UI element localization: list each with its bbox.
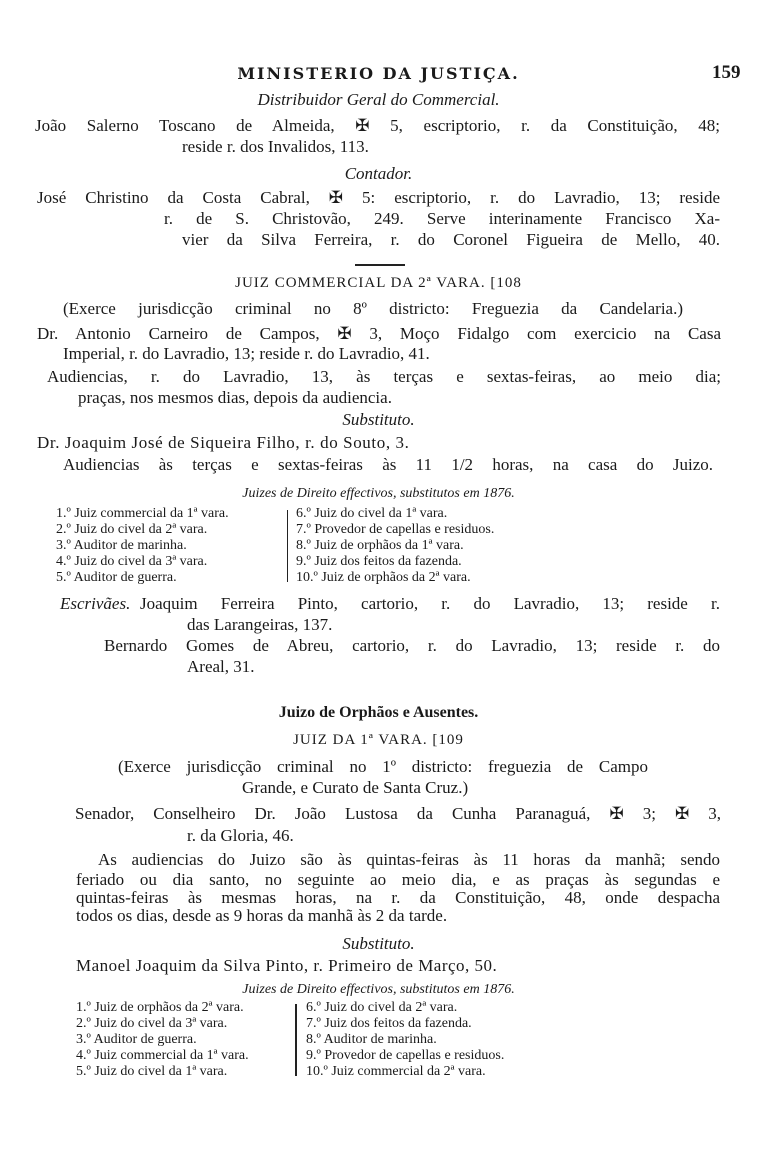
entry-line: Joaquim Ferreira Pinto, cartorio, r. do Lavradio, 13; reside r.	[140, 594, 720, 613]
entry-line: vier da Silva Ferreira, r. do Coronel Figueira de Mello, 40.	[182, 230, 720, 249]
entry-line: (Exerce jurisdicção criminal no 8º districto: Freguezia da Candelaria.)	[63, 299, 683, 318]
running-title: MINISTERIO DA JUSTIÇA.	[237, 64, 520, 83]
entry-line: reside r. dos Invalidos, 113.	[182, 137, 369, 156]
entry-line: das Larangeiras, 137.	[187, 615, 333, 634]
column-divider	[287, 510, 288, 582]
entry-line: Bernardo Gomes de Abreu, cartorio, r. do Lavradio, 13; reside r. do	[104, 636, 720, 655]
list-item: 1.º Juiz de orphãos da 2ª vara.	[76, 1000, 244, 1015]
page-number: 159	[712, 62, 741, 83]
list-item: 1.º Juiz commercial da 1ª vara.	[56, 506, 229, 521]
entry-line: José Christino da Costa Cabral, ✠ 5: escriptorio, r. do Lavradio, 13; reside	[37, 188, 720, 207]
list-item: 8.º Juiz de orphãos da 1ª vara.	[296, 538, 464, 553]
list-item: 3.º Auditor de guerra.	[76, 1032, 197, 1047]
list-item: 8.º Auditor de marinha.	[306, 1032, 437, 1047]
entry-line: Areal, 31.	[187, 657, 255, 676]
entry-line: Audiencias às terças e sextas-feiras às 11 1/2 horas, na casa do Juizo.	[63, 455, 713, 474]
list-item: 3.º Auditor de marinha.	[56, 538, 187, 553]
section-heading: Contador.	[344, 164, 413, 183]
list-item: 5.º Auditor de guerra.	[56, 570, 177, 585]
list-item: 6.º Juiz do civel da 1ª vara.	[296, 506, 448, 521]
list-item: 4.º Juiz commercial da 1ª vara.	[76, 1048, 249, 1063]
entry-line: Imperial, r. do Lavradio, 13; reside r. do Lavradio, 41.	[63, 344, 430, 363]
entry-line: As audiencias do Juizo são às quintas-feiras às 11 horas da manhã; sendo	[98, 850, 720, 869]
entry-line: Dr. Antonio Carneiro de Campos, ✠ 3, Moço Fidalgo com exercicio na Casa	[37, 324, 721, 343]
list-item: 4.º Juiz do civel da 3ª vara.	[56, 554, 208, 569]
list-heading: Juizes de Direito effectivos, substitutos em 1876.	[242, 982, 515, 997]
divider	[355, 264, 405, 266]
section-heading: JUIZ COMMERCIAL DA 2ª VARA. [108	[235, 275, 522, 291]
substitutes-list-right	[306, 1000, 504, 1080]
list-heading: Juizes de Direito effectivos, substitutos em 1876.	[242, 486, 515, 501]
entry-line: Grande, e Curato de Santa Cruz.)	[242, 778, 469, 797]
column-divider	[295, 1004, 297, 1076]
substitutes-list-left	[56, 506, 229, 586]
substitutes-list-right	[296, 506, 494, 586]
list-item: 6.º Juiz do civel da 2ª vara.	[306, 1000, 458, 1015]
list-item: 2.º Juiz do civel da 2ª vara.	[56, 522, 208, 537]
entry-line: r. da Gloria, 46.	[187, 826, 294, 845]
section-heading: Distribuidor Geral do Commercial.	[257, 90, 500, 109]
substitutes-list-left	[76, 1000, 249, 1080]
section-heading: JUIZ DA 1ª VARA. [109	[293, 732, 464, 748]
list-item: 5.º Juiz do civel da 1ª vara.	[76, 1064, 228, 1079]
entry-line: Manoel Joaquim da Silva Pinto, r. Primeiro de Março, 50.	[76, 956, 498, 975]
list-item: 7.º Provedor de capellas e residuos.	[296, 522, 495, 537]
entry-line: (Exerce jurisdicção criminal no 1º districto: freguezia de Campo	[118, 757, 648, 776]
escrivaes-label: Escrivães.	[60, 594, 131, 613]
list-item: 2.º Juiz do civel da 3ª vara.	[76, 1016, 228, 1031]
entry-line: r. de S. Christovão, 249. Serve interinamente Francisco Xa-	[164, 209, 720, 228]
subsection-heading: Substituto.	[342, 934, 415, 953]
list-item: 7.º Juiz dos feitos da fazenda.	[306, 1016, 472, 1031]
entry-line: praças, nos mesmos dias, depois da audiencia.	[78, 388, 392, 407]
entry-line: João Salerno Toscano de Almeida, ✠ 5, escriptorio, r. da Constituição, 48;	[35, 116, 720, 135]
section-title: Juizo de Orphãos e Ausentes.	[278, 704, 479, 721]
entry-line: todos os dias, desde as 9 horas da manhã às 2 da tarde.	[76, 906, 448, 925]
entry-line: Audiencias, r. do Lavradio, 13, às terças e sextas-feiras, ao meio dia;	[47, 367, 721, 386]
list-item: 9.º Juiz dos feitos da fazenda.	[296, 554, 462, 569]
list-item: 9.º Provedor de capellas e residuos.	[306, 1048, 505, 1063]
entry-line: Senador, Conselheiro Dr. João Lustosa da Cunha Paranaguá, ✠ 3; ✠ 3,	[75, 804, 721, 823]
list-item: 10.º Juiz commercial da 2ª vara.	[306, 1064, 486, 1079]
list-item: 10.º Juiz de orphãos da 2ª vara.	[296, 570, 471, 585]
entry-line: feriado ou dia santo, no seguinte ao meio dia, e as praças às segundas e	[76, 870, 720, 889]
subsection-heading: Substituto.	[342, 410, 415, 429]
entry-line: quintas-feiras às mesmas horas, na r. da Constituição, 48, onde despacha	[76, 888, 720, 907]
entry-line: Dr. Joaquim José de Siqueira Filho, r. do Souto, 3.	[37, 433, 410, 452]
